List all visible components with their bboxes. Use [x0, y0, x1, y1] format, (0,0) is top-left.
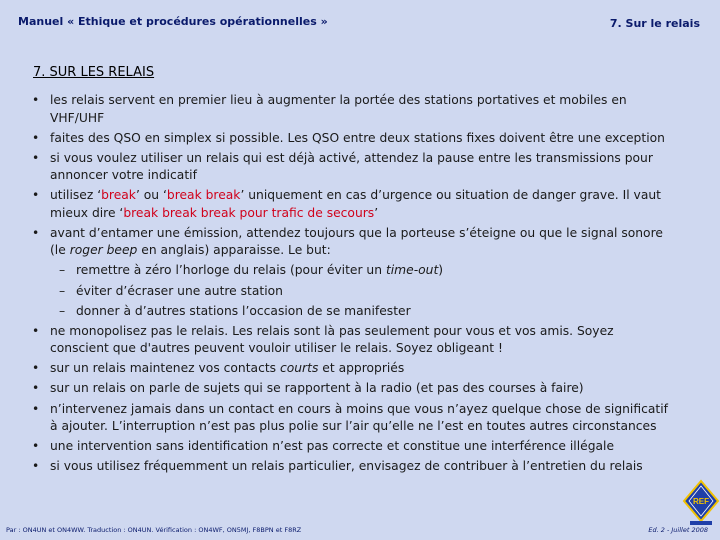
- highlight-break-break: break break: [166, 188, 241, 203]
- sub-list-item: [32, 262, 672, 280]
- list-item: [32, 401, 672, 436]
- footer-edition: Ed. 2 - Juillet 2008: [648, 526, 708, 534]
- bullet-icon: •: [32, 188, 40, 203]
- bullet-icon: •: [32, 225, 40, 240]
- bullet-icon: •: [32, 150, 40, 165]
- bullet-icon: •: [32, 323, 40, 338]
- list-item: [32, 187, 672, 222]
- sub-item-text: éviter d’écraser une autre station: [76, 283, 283, 298]
- bullet-icon: •: [32, 361, 40, 376]
- list-item: [32, 130, 672, 148]
- item-text: si vous voulez utiliser un relais qui est déjà activé, attendez la pause entre les transmissions pour annoncer votre indicatif: [50, 150, 653, 183]
- item-text: sur un relais maintenez vos contacts courts et appropriés: [50, 361, 405, 376]
- manual-title: Manuel « Ethique et procédures opérationnelles »: [18, 15, 328, 28]
- item-text: si vous utilisez fréquemment un relais particulier, envisagez de contribuer à l’entretien du relais: [50, 459, 643, 474]
- bullet-list: [32, 92, 672, 478]
- italic-term: courts: [279, 361, 319, 376]
- dash-icon: –: [59, 283, 66, 298]
- highlight-break: break: [101, 188, 136, 203]
- list-item: [32, 150, 672, 185]
- item-text: avant d’entamer une émission, attendez toujours que la porteuse s’éteigne ou que le signal sonore (le roger beep en anglais) apparaisse. Le but:: [50, 225, 663, 258]
- sub-item-text: donner à d’autres stations l’occasion de se manifester: [76, 303, 411, 318]
- list-item: [32, 380, 672, 398]
- list-item: [32, 323, 672, 358]
- italic-term: time-out: [385, 263, 439, 278]
- list-item: [32, 360, 672, 378]
- item-text: utilisez ‘break’ ou ‘break break’ uniquement en cas d’urgence ou situation de danger grave. Il vaut mieux dire ‘break break break pour trafic de secours’: [50, 188, 661, 220]
- item-text: une intervention sans identification n’est pas correcte et constitue une interférence illégale: [50, 439, 615, 454]
- item-text: n’intervenez jamais dans un contact en cours à moins que vous n’ayez quelque chose de significatif à ajouter. L’interruption n’est pas plus polie sur l’air qu’elle ne l’est en toutes autres circonstances: [50, 401, 668, 434]
- dash-icon: –: [59, 303, 66, 318]
- list-item: [32, 438, 672, 456]
- bullet-icon: •: [32, 93, 40, 107]
- list-item: [32, 458, 672, 476]
- item-text: ne monopolisez pas le relais. Les relais sont là pas seulement pour vous et vos amis. Soyez conscient que d'autres peuvent vouloir utiliser le relais. Soyez obligeant !: [50, 323, 614, 356]
- italic-term: roger beep: [69, 243, 138, 258]
- bullet-icon: •: [32, 130, 40, 145]
- section-reference: 7. Sur le relais: [609, 17, 700, 30]
- bullet-icon: •: [32, 459, 40, 474]
- dash-icon: –: [59, 263, 66, 278]
- item-text: sur un relais on parle de sujets qui se rapportent à la radio (et pas des courses à faire): [50, 381, 584, 396]
- bullet-icon: •: [32, 381, 40, 396]
- sub-list-item: [32, 303, 672, 321]
- sub-item-text: remettre à zéro l’horloge du relais (pour éviter un time-out): [76, 263, 444, 278]
- highlight-emergency-phrase: break break break pour trafic de secours: [123, 205, 375, 220]
- logo-text: REF: [693, 497, 709, 506]
- item-text: faites des QSO en simplex si possible. Les QSO entre deux stations fixes doivent être une exception: [50, 130, 665, 145]
- list-item: [32, 225, 672, 260]
- item-text: les relais servent en premier lieu à augmenter la portée des stations portatives et mobiles en VHF/UHF: [50, 93, 627, 125]
- sub-list-item: [32, 283, 672, 301]
- list-item: [32, 92, 672, 127]
- section-title: 7. SUR LES RELAIS: [33, 65, 155, 80]
- footer-credits: Par : ON4UN et ON4WW. Traduction : ON4UN. Vérification : ON4WF, ON5MJ, F8BPN et F8RZ: [6, 526, 302, 534]
- ref-diamond-logo-icon: [682, 479, 720, 527]
- bullet-icon: •: [32, 401, 40, 416]
- bullet-icon: •: [32, 439, 40, 454]
